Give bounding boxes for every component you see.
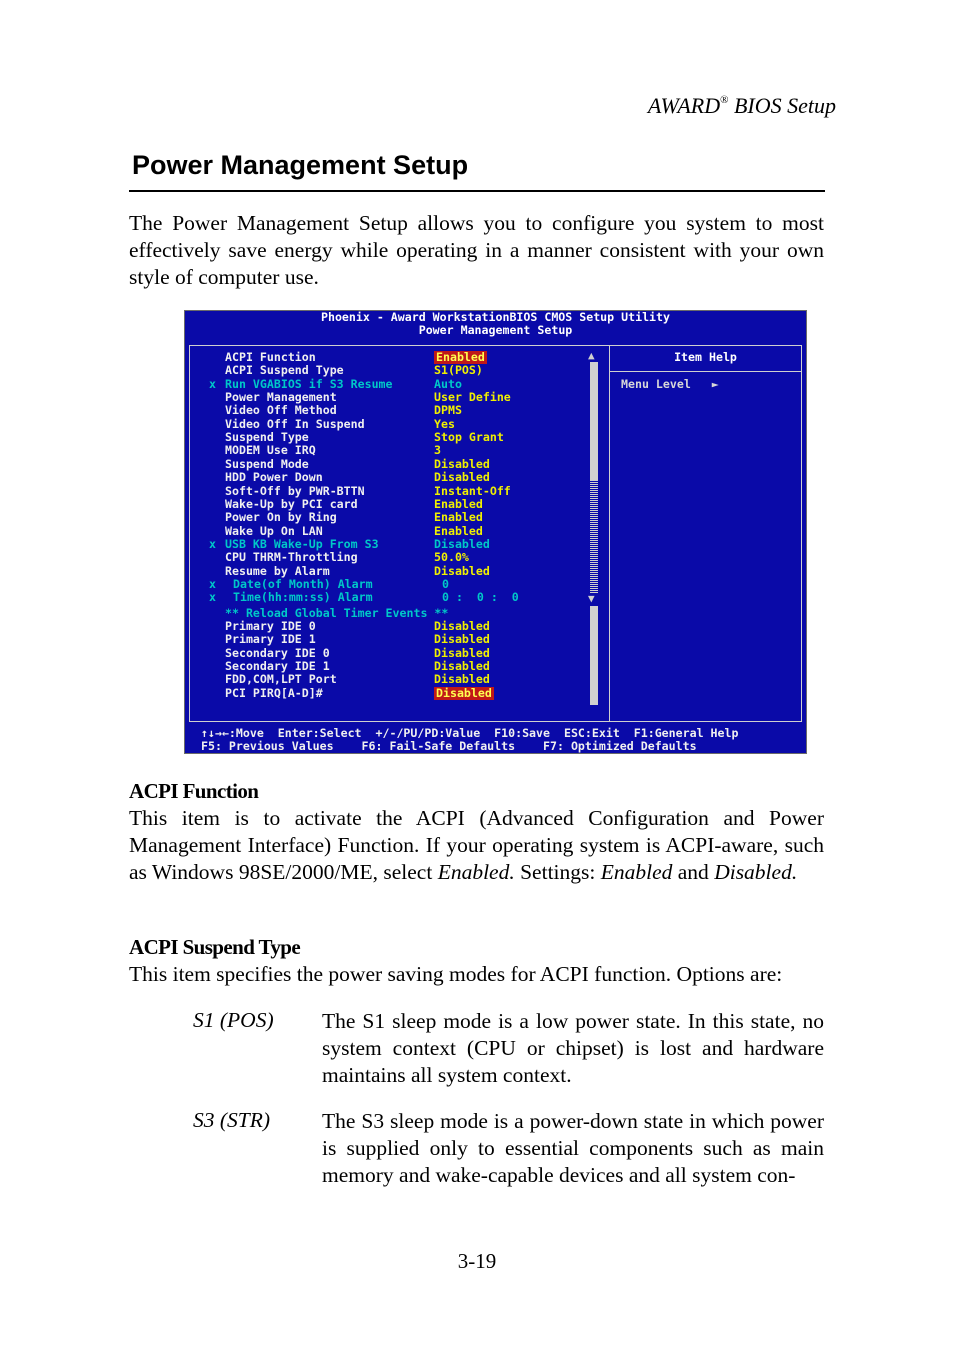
help-rule — [609, 371, 802, 372]
bios-setting-value[interactable]: Disabled — [434, 632, 490, 647]
bios-setting-label: ACPI Function — [225, 350, 316, 364]
bios-setting-value[interactable]: DPMS — [434, 403, 462, 418]
bios-footer-line2: F5: Previous Values F6: Fail-Safe Defaults F7: Optimized Defaults — [201, 739, 697, 753]
bios-setting-value[interactable]: Disabled — [434, 470, 490, 485]
bios-setting-value[interactable]: 0 — [442, 576, 449, 591]
bios-setting-label: Resume by Alarm — [225, 563, 330, 578]
acpi-suspend-text: This item specifies the power saving modes for ACPI function. Options are: — [129, 962, 783, 986]
bios-setting-value[interactable]: Disabled — [434, 456, 490, 471]
bios-setting-label: Suspend Type — [225, 430, 309, 445]
scrollbar-lower — [590, 606, 598, 705]
option-term-s3: S3 (STR) — [193, 1108, 271, 1132]
bios-setting-label: Suspend Mode — [225, 456, 309, 471]
bios-setting-value[interactable]: 0 : 0 : 0 — [442, 590, 519, 605]
bios-setting-label: PCI PIRQ[A-D]# — [225, 685, 323, 700]
bios-setting-value[interactable]: Yes — [434, 416, 455, 431]
intro-paragraph: The Power Management Setup allows you to configure you system to most effectively save energy while operating in a manner consistent with your own style of computer use. — [129, 211, 824, 290]
bios-setting-value[interactable]: Disabled — [434, 645, 490, 660]
option-desc-s3: The S3 sleep mode is a power-down state in which power is supplied only to essential components such as main memory and wake-capable devices and all system con- — [322, 1109, 824, 1188]
bios-setting-label: Video Off Method — [225, 403, 337, 418]
bios-setting-label: Date(of Month) Alarm — [233, 576, 373, 591]
bios-setting-value[interactable]: Disabled — [434, 659, 490, 674]
bios-divider — [609, 345, 610, 722]
bios-setting-label: USB KB Wake-Up From S3 — [225, 536, 379, 551]
bios-setting-value[interactable]: Enabled — [434, 523, 483, 538]
bios-setting-value[interactable]: Disabled — [436, 685, 492, 700]
scroll-down-arrow-icon: ▼ — [588, 592, 595, 605]
bios-setting-label: Video Off In Suspend — [225, 416, 365, 431]
bios-setting-label: Secondary IDE 0 — [225, 645, 330, 660]
bios-title-line1: Phoenix - Award WorkstationBIOS CMOS Setup Utility — [320, 310, 670, 324]
bios-setting-label: Power Management — [225, 390, 337, 405]
bios-footer-line1: ↑↓→←:Move Enter:Select +/-/PU/PD:Value F10:Save ESC:Exit F1:General Help — [201, 726, 739, 740]
menu-level: Menu Level ► — [621, 377, 719, 391]
item-help-title: Item Help — [674, 350, 737, 364]
option-term-s1: S1 (POS) — [193, 1008, 274, 1032]
title-rule — [129, 190, 825, 192]
bios-setting-label: Run VGABIOS if S3 Resume — [225, 376, 393, 391]
disabled-marker: x — [209, 376, 216, 391]
bios-title-line2: Power Management Setup — [418, 323, 573, 337]
bios-setting-value[interactable]: User Define — [434, 390, 511, 405]
bios-setting-value[interactable]: Enabled — [434, 496, 483, 511]
bios-screenshot — [184, 310, 807, 754]
bios-setting-label: Power On by Ring — [225, 510, 337, 525]
bios-setting-label: Wake-Up by PCI card — [225, 496, 358, 511]
scroll-thumb — [590, 480, 598, 593]
bios-setting-value[interactable]: 50.0% — [434, 550, 469, 565]
bios-setting-value[interactable]: Instant-Off — [434, 483, 511, 498]
page-number: 3-19 — [457, 1249, 497, 1273]
scroll-up-arrow-icon: ▲ — [588, 349, 595, 362]
option-desc-s1: The S1 sleep mode is a low power state. In this state, no system context (CPU or chipset) is lost and hardware maintains all system context. — [322, 1009, 824, 1088]
scrollbar — [590, 362, 598, 593]
bios-setting-value[interactable]: Disabled — [434, 536, 490, 551]
acpi-suspend-heading: ACPI Suspend Type — [129, 935, 301, 959]
bios-setting-label: CPU THRM-Throttling — [225, 550, 358, 565]
bios-setting-value[interactable]: Enabled — [436, 350, 485, 364]
bios-setting-value[interactable]: Stop Grant — [434, 430, 504, 445]
disabled-marker: x — [209, 576, 216, 591]
bios-setting-label: ACPI Suspend Type — [225, 363, 344, 378]
disabled-marker: x — [209, 590, 216, 605]
acpi-function-heading: ACPI Function — [129, 779, 259, 803]
bios-setting-label: Primary IDE 1 — [225, 632, 316, 647]
running-head: AWARD® BIOS Setup — [647, 93, 836, 118]
bios-setting-label: ** Reload Global Timer Events ** — [225, 605, 449, 620]
bios-setting-value[interactable]: S1(POS) — [434, 363, 483, 378]
bios-setting-label: HDD Power Down — [225, 470, 323, 485]
bios-setting-value[interactable]: Enabled — [434, 510, 483, 525]
bios-setting-value[interactable]: Disabled — [434, 619, 490, 633]
bios-setting-label: MODEM Use IRQ — [225, 443, 316, 458]
bios-setting-label: Primary IDE 0 — [225, 619, 316, 633]
bios-setting-label: Time(hh:mm:ss) Alarm — [233, 590, 373, 605]
bios-setting-label: Secondary IDE 1 — [225, 659, 330, 674]
section-title: Power Management Setup — [132, 150, 469, 180]
bios-setting-label: Soft-Off by PWR-BTTN — [225, 483, 365, 498]
bios-setting-value[interactable]: Disabled — [434, 672, 490, 687]
bios-setting-value[interactable]: Disabled — [434, 563, 490, 578]
acpi-function-text: This item is to activate the ACPI (Advanced Configuration and Power Management Interface) Function. If your operating system is ACPI-aware, such as Windows 98SE/2000/ME, select Enabled. Settings: Enabled and Disabled. — [129, 806, 824, 885]
bios-setting-label: FDD,COM,LPT Port — [225, 672, 337, 687]
disabled-marker: x — [209, 536, 216, 551]
bios-setting-value[interactable]: Auto — [434, 376, 462, 391]
bios-setting-value[interactable]: 3 — [434, 443, 441, 458]
bios-setting-label: Wake Up On LAN — [225, 523, 323, 538]
